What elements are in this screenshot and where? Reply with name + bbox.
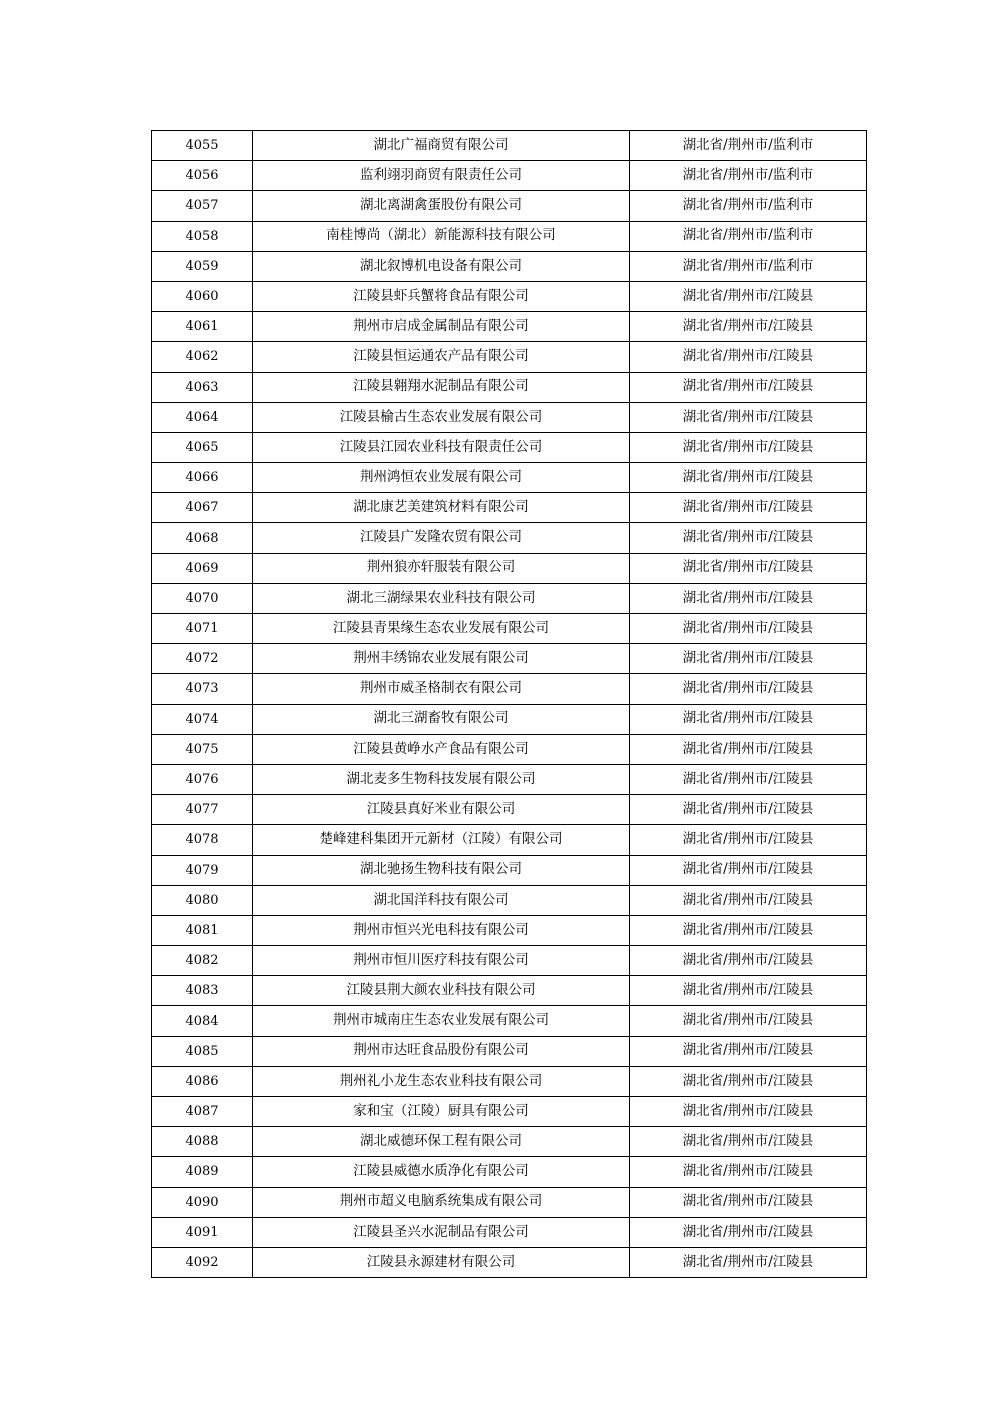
region-cell: 湖北省/荆州市/江陵县 — [630, 463, 867, 493]
region-cell: 湖北省/荆州市/江陵县 — [630, 764, 867, 794]
table-row — [152, 583, 867, 613]
row-number-cell: 4083 — [152, 976, 253, 1006]
table-row — [152, 644, 867, 674]
row-number-cell: 4061 — [152, 312, 253, 342]
region-cell: 湖北省/荆州市/江陵县 — [630, 1097, 867, 1127]
table-row — [152, 1157, 867, 1187]
region-cell: 湖北省/荆州市/江陵县 — [630, 885, 867, 915]
row-number-cell: 4080 — [152, 885, 253, 915]
region-cell: 湖北省/荆州市/江陵县 — [630, 1157, 867, 1187]
region-cell: 湖北省/荆州市/监利市 — [630, 221, 867, 251]
company-name-cell: 江陵县榆古生态农业发展有限公司 — [253, 402, 630, 432]
company-name-cell: 荆州市超义电脑系统集成有限公司 — [253, 1187, 630, 1217]
table-row — [152, 855, 867, 885]
table-row — [152, 1247, 867, 1277]
row-number-cell: 4055 — [152, 131, 253, 161]
table-row — [152, 734, 867, 764]
table-row — [152, 976, 867, 1006]
company-name-cell: 监利翊羽商贸有限责任公司 — [253, 161, 630, 191]
row-number-cell: 4091 — [152, 1217, 253, 1247]
table-row — [152, 553, 867, 583]
region-cell: 湖北省/荆州市/江陵县 — [630, 312, 867, 342]
row-number-cell: 4059 — [152, 251, 253, 281]
region-cell: 湖北省/荆州市/江陵县 — [630, 1127, 867, 1157]
table-row — [152, 131, 867, 161]
table-row — [152, 704, 867, 734]
company-name-cell: 湖北麦多生物科技发展有限公司 — [253, 764, 630, 794]
company-name-cell: 江陵县虾兵蟹将食品有限公司 — [253, 281, 630, 311]
row-number-cell: 4057 — [152, 191, 253, 221]
row-number-cell: 4063 — [152, 372, 253, 402]
row-number-cell: 4058 — [152, 221, 253, 251]
row-number-cell: 4070 — [152, 583, 253, 613]
table-row — [152, 251, 867, 281]
company-name-cell: 荆州市达旺食品股份有限公司 — [253, 1036, 630, 1066]
table-row — [152, 614, 867, 644]
company-name-cell: 湖北三湖绿果农业科技有限公司 — [253, 583, 630, 613]
company-name-cell: 湖北三湖畜牧有限公司 — [253, 704, 630, 734]
row-number-cell: 4081 — [152, 915, 253, 945]
row-number-cell: 4076 — [152, 764, 253, 794]
company-name-cell: 湖北康艺美建筑材料有限公司 — [253, 493, 630, 523]
region-cell: 湖北省/荆州市/江陵县 — [630, 553, 867, 583]
table-row — [152, 1217, 867, 1247]
table-row — [152, 885, 867, 915]
company-name-cell: 江陵县广发隆农贸有限公司 — [253, 523, 630, 553]
region-cell: 湖北省/荆州市/江陵县 — [630, 1066, 867, 1096]
company-name-cell: 荆州市恒川医疗科技有限公司 — [253, 946, 630, 976]
region-cell: 湖北省/荆州市/江陵县 — [630, 432, 867, 462]
company-name-cell: 荆州丰绣锦农业发展有限公司 — [253, 644, 630, 674]
row-number-cell: 4078 — [152, 825, 253, 855]
company-name-cell: 荆州市启成金属制品有限公司 — [253, 312, 630, 342]
company-name-cell: 江陵县真好米业有限公司 — [253, 795, 630, 825]
company-name-cell: 江陵县翱翔水泥制品有限公司 — [253, 372, 630, 402]
company-list-table — [151, 130, 867, 1278]
region-cell: 湖北省/荆州市/监利市 — [630, 161, 867, 191]
company-name-cell: 荆州市威圣格制衣有限公司 — [253, 674, 630, 704]
row-number-cell: 4067 — [152, 493, 253, 523]
row-number-cell: 4072 — [152, 644, 253, 674]
table-row — [152, 674, 867, 704]
region-cell: 湖北省/荆州市/江陵县 — [630, 281, 867, 311]
company-name-cell: 湖北叙博机电设备有限公司 — [253, 251, 630, 281]
table-row — [152, 493, 867, 523]
region-cell: 湖北省/荆州市/江陵县 — [630, 342, 867, 372]
region-cell: 湖北省/荆州市/江陵县 — [630, 402, 867, 432]
row-number-cell: 4075 — [152, 734, 253, 764]
region-cell: 湖北省/荆州市/江陵县 — [630, 1217, 867, 1247]
region-cell: 湖北省/荆州市/江陵县 — [630, 825, 867, 855]
region-cell: 湖北省/荆州市/江陵县 — [630, 674, 867, 704]
region-cell: 湖北省/荆州市/监利市 — [630, 251, 867, 281]
company-name-cell: 湖北离湖禽蛋股份有限公司 — [253, 191, 630, 221]
table-row — [152, 312, 867, 342]
table-row — [152, 1006, 867, 1036]
row-number-cell: 4074 — [152, 704, 253, 734]
row-number-cell: 4064 — [152, 402, 253, 432]
region-cell: 湖北省/荆州市/江陵县 — [630, 855, 867, 885]
row-number-cell: 4077 — [152, 795, 253, 825]
table-row — [152, 1187, 867, 1217]
region-cell: 湖北省/荆州市/江陵县 — [630, 1036, 867, 1066]
region-cell: 湖北省/荆州市/江陵县 — [630, 372, 867, 402]
table-row — [152, 221, 867, 251]
company-name-cell: 江陵县荆大颜农业科技有限公司 — [253, 976, 630, 1006]
company-name-cell: 楚峰建科集团开元新材（江陵）有限公司 — [253, 825, 630, 855]
company-name-cell: 江陵县黄峥水产食品有限公司 — [253, 734, 630, 764]
company-name-cell: 江陵县江园农业科技有限责任公司 — [253, 432, 630, 462]
table-row — [152, 764, 867, 794]
region-cell: 湖北省/荆州市/江陵县 — [630, 734, 867, 764]
company-name-cell: 家和宝（江陵）厨具有限公司 — [253, 1097, 630, 1127]
company-name-cell: 湖北广福商贸有限公司 — [253, 131, 630, 161]
row-number-cell: 4073 — [152, 674, 253, 704]
row-number-cell: 4088 — [152, 1127, 253, 1157]
company-name-cell: 江陵县永源建材有限公司 — [253, 1247, 630, 1277]
row-number-cell: 4066 — [152, 463, 253, 493]
company-name-cell: 湖北威德环保工程有限公司 — [253, 1127, 630, 1157]
row-number-cell: 4092 — [152, 1247, 253, 1277]
row-number-cell: 4062 — [152, 342, 253, 372]
region-cell: 湖北省/荆州市/监利市 — [630, 131, 867, 161]
table-row — [152, 372, 867, 402]
row-number-cell: 4085 — [152, 1036, 253, 1066]
region-cell: 湖北省/荆州市/江陵县 — [630, 1187, 867, 1217]
region-cell: 湖北省/荆州市/江陵县 — [630, 493, 867, 523]
table-row — [152, 432, 867, 462]
company-name-cell: 荆州市城南庄生态农业发展有限公司 — [253, 1006, 630, 1036]
table-row — [152, 825, 867, 855]
company-list-body — [152, 131, 867, 1278]
row-number-cell: 4090 — [152, 1187, 253, 1217]
region-cell: 湖北省/荆州市/江陵县 — [630, 644, 867, 674]
row-number-cell: 4071 — [152, 614, 253, 644]
row-number-cell: 4089 — [152, 1157, 253, 1187]
row-number-cell: 4069 — [152, 553, 253, 583]
company-name-cell: 江陵县恒运通农产品有限公司 — [253, 342, 630, 372]
company-name-cell: 荆州市恒兴光电科技有限公司 — [253, 915, 630, 945]
row-number-cell: 4079 — [152, 855, 253, 885]
table-row — [152, 281, 867, 311]
row-number-cell: 4087 — [152, 1097, 253, 1127]
table-row — [152, 191, 867, 221]
table-row — [152, 463, 867, 493]
table-row — [152, 1097, 867, 1127]
region-cell: 湖北省/荆州市/江陵县 — [630, 795, 867, 825]
company-name-cell: 荆州鸿恒农业发展有限公司 — [253, 463, 630, 493]
row-number-cell: 4065 — [152, 432, 253, 462]
region-cell: 湖北省/荆州市/江陵县 — [630, 583, 867, 613]
region-cell: 湖北省/荆州市/江陵县 — [630, 976, 867, 1006]
company-name-cell: 荆州礼小龙生态农业科技有限公司 — [253, 1066, 630, 1096]
region-cell: 湖北省/荆州市/江陵县 — [630, 915, 867, 945]
table-row — [152, 915, 867, 945]
table-row — [152, 1127, 867, 1157]
table-row — [152, 161, 867, 191]
row-number-cell: 4082 — [152, 946, 253, 976]
region-cell: 湖北省/荆州市/江陵县 — [630, 614, 867, 644]
row-number-cell: 4056 — [152, 161, 253, 191]
table-row — [152, 1066, 867, 1096]
company-name-cell: 湖北国洋科技有限公司 — [253, 885, 630, 915]
region-cell: 湖北省/荆州市/江陵县 — [630, 1006, 867, 1036]
row-number-cell: 4068 — [152, 523, 253, 553]
company-name-cell: 南桂博尚（湖北）新能源科技有限公司 — [253, 221, 630, 251]
table-row — [152, 523, 867, 553]
region-cell: 湖北省/荆州市/江陵县 — [630, 523, 867, 553]
region-cell: 湖北省/荆州市/监利市 — [630, 191, 867, 221]
row-number-cell: 4086 — [152, 1066, 253, 1096]
company-name-cell: 江陵县青果缘生态农业发展有限公司 — [253, 614, 630, 644]
row-number-cell: 4060 — [152, 281, 253, 311]
region-cell: 湖北省/荆州市/江陵县 — [630, 1247, 867, 1277]
company-name-cell: 江陵县圣兴水泥制品有限公司 — [253, 1217, 630, 1247]
row-number-cell: 4084 — [152, 1006, 253, 1036]
company-name-cell: 江陵县威德水质净化有限公司 — [253, 1157, 630, 1187]
table-row — [152, 1036, 867, 1066]
table-row — [152, 402, 867, 432]
region-cell: 湖北省/荆州市/江陵县 — [630, 946, 867, 976]
table-row — [152, 946, 867, 976]
region-cell: 湖北省/荆州市/江陵县 — [630, 704, 867, 734]
company-name-cell: 荆州狼亦轩服装有限公司 — [253, 553, 630, 583]
table-row — [152, 795, 867, 825]
table-row — [152, 342, 867, 372]
company-name-cell: 湖北驰扬生物科技有限公司 — [253, 855, 630, 885]
